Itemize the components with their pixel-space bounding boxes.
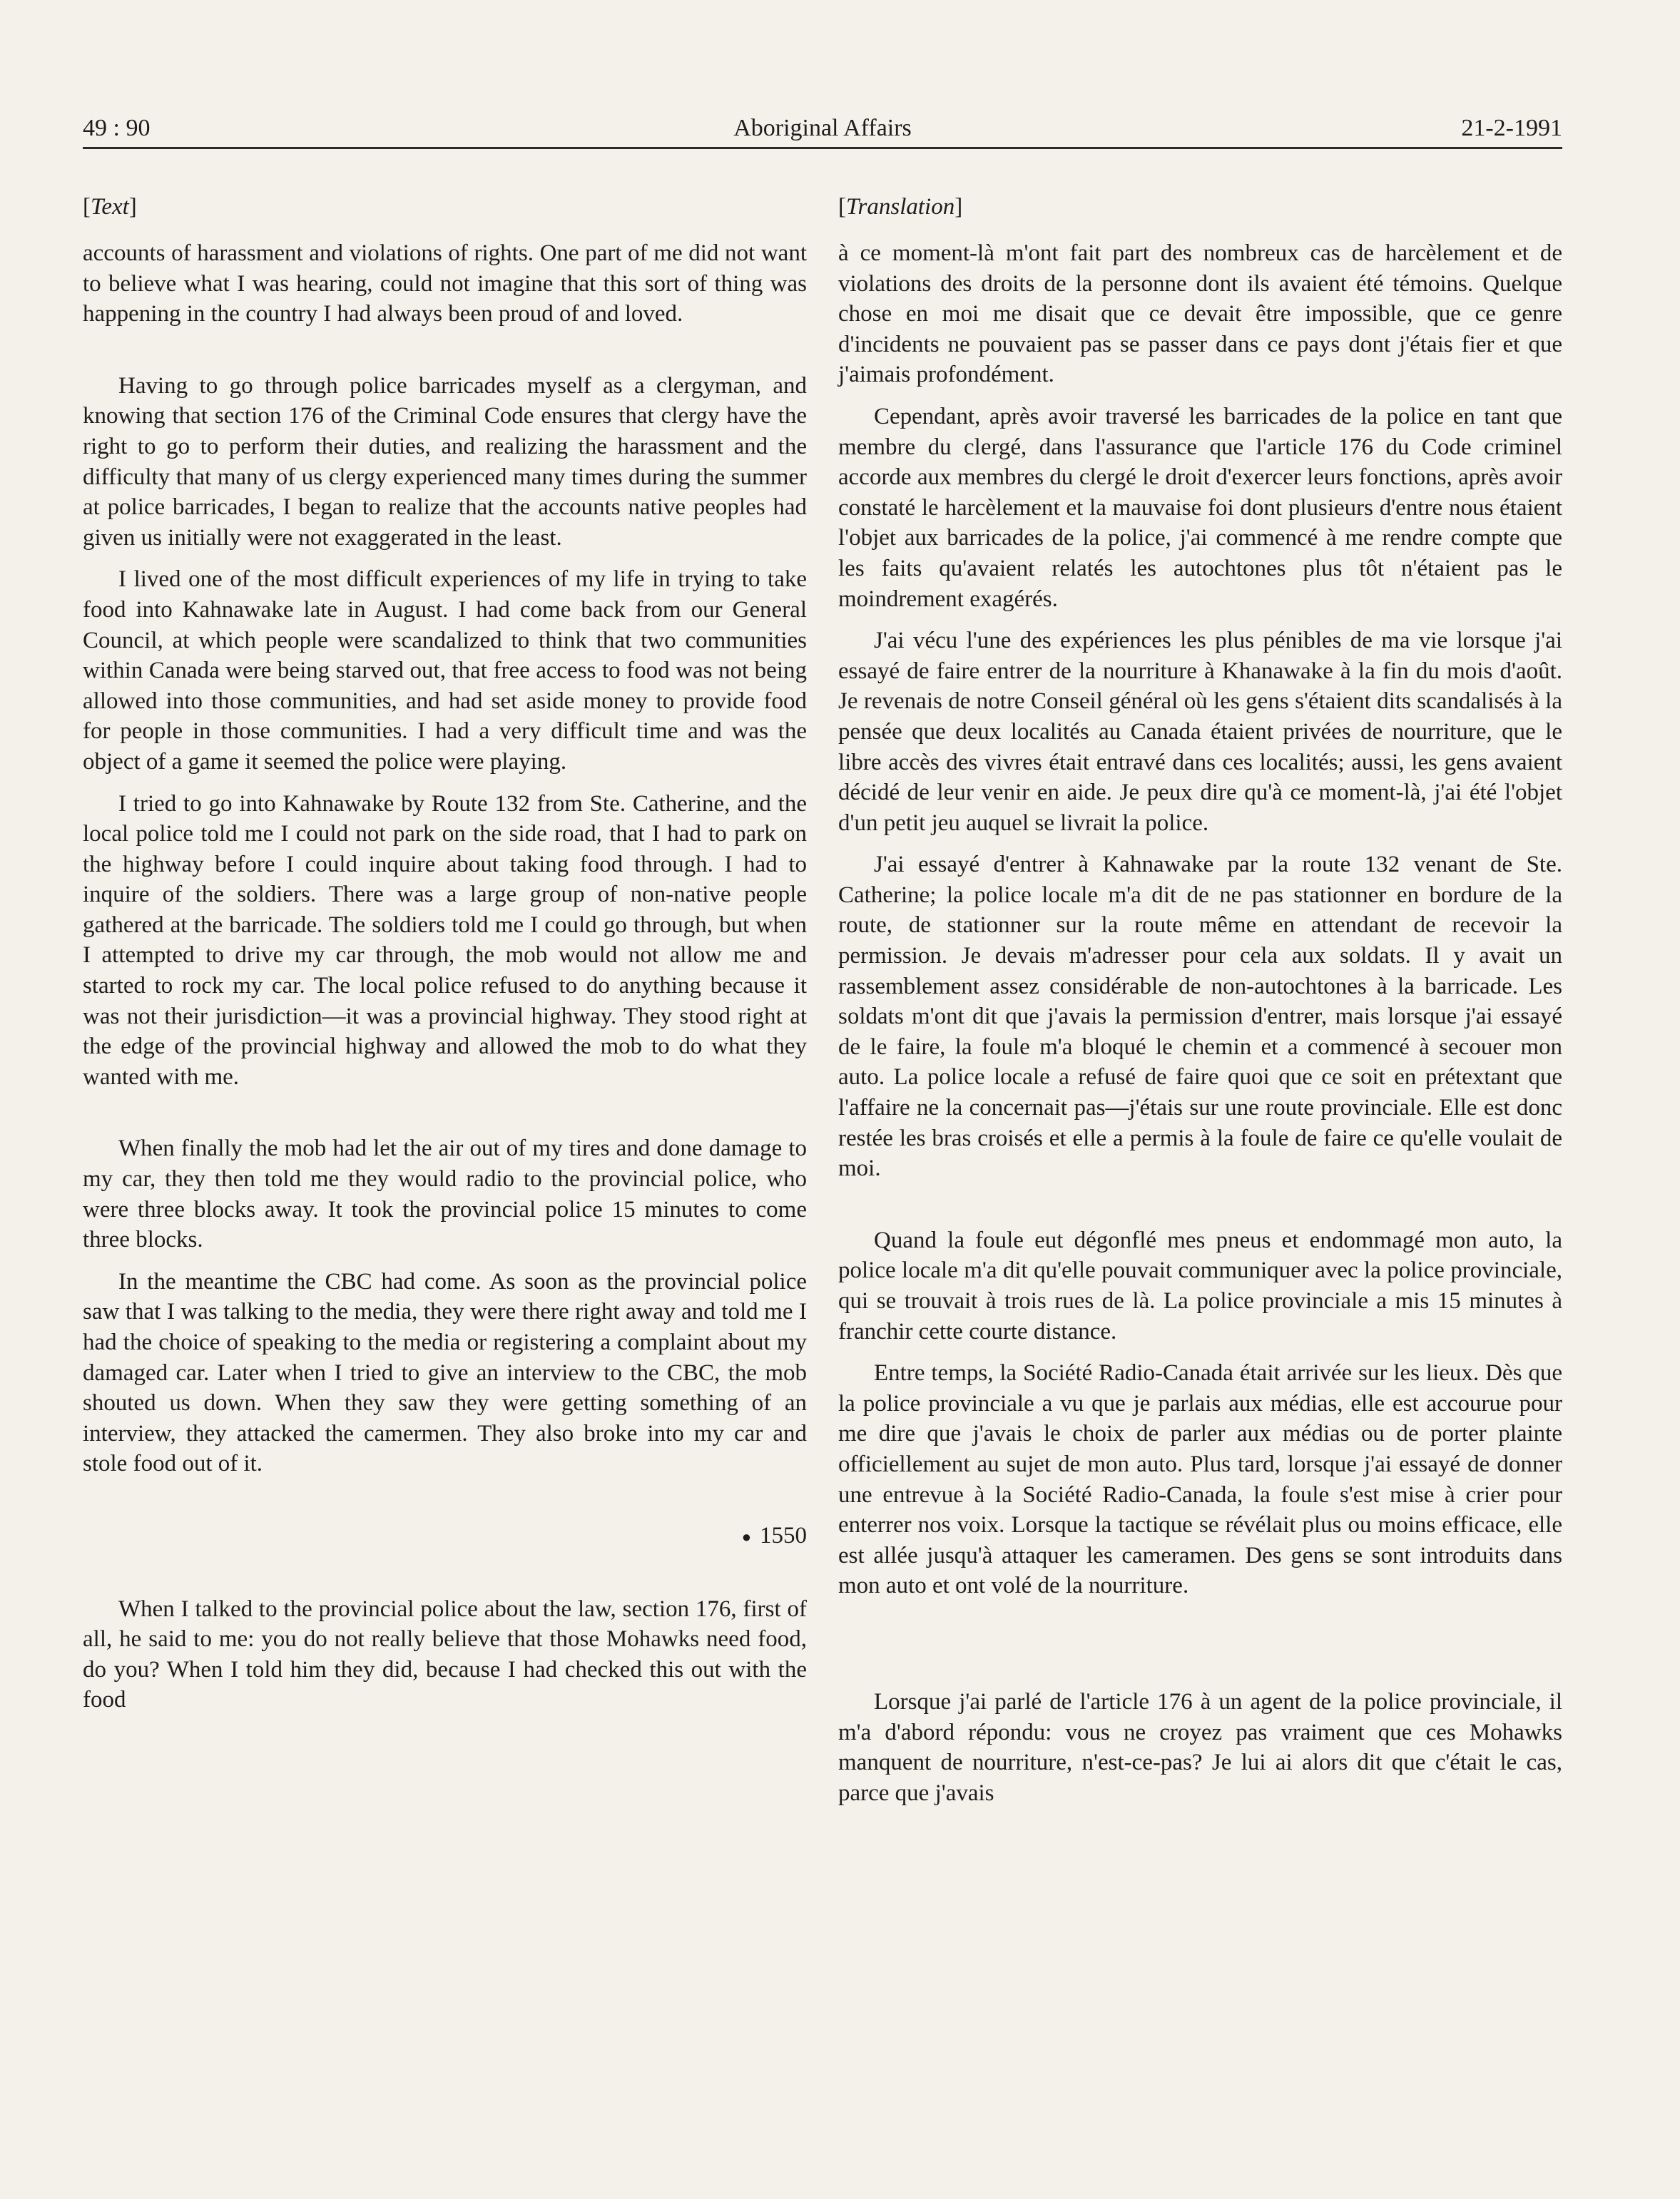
paragraph: Having to go through police barricades myself as a clergyman, and knowing that section 176 of the Criminal Code ensures that clergy have the right to go to perform their duties, and realizing the harassment and the difficulty that many of us clergy experienced many times during the summer at police barricades, I began to realize that the accounts native peoples had given us initially were not exaggerated in the least. <box>83 372 807 551</box>
column-label-translation: [Translation] <box>838 194 963 220</box>
paragraph: When I talked to the provincial police about the law, section 176, first of all, he said to me: you do not really believe that those Mohawks need food, do you? When I told him they did, because I had checked this out with the food <box>83 1596 807 1713</box>
paragraph: I lived one of the most difficult experiences of my life in trying to take food into Kahnawake late in August. I had come back from our General Council, at which people were scandalized to think that two communities within Canada were being starved out, that free access to food was not being allowed into those communities, and had set aside money to provide food for people in those communities. I had a very difficult time and was the object of a game it seemed the police were playing. <box>83 566 807 775</box>
committee-title: Aboriginal Affairs <box>733 115 912 141</box>
paragraph: Quand la foule eut dégonflé mes pneus et endommagé mon auto, la police locale m'a dit qu'elle pouvait communiquer avec la police provinciale, qui se trouvait à trois rues de là. La police provinciale a mis 15 minutes à franchir cette courte distance. <box>838 1227 1562 1345</box>
translation-column <box>838 193 1562 1808</box>
paragraph: When finally the mob had let the air out of my tires and done damage to my car, they then told me they would radio to the provincial police, who were three blocks away. It took the provincial police 15 minutes to come three blocks. <box>83 1136 807 1253</box>
paragraph: Entre temps, la Société Radio-Canada était arrivée sur les lieux. Dès que la police provinciale a vu que je parlais aux médias, elle est accourue pour me dire que j'avais le choix de parler aux médias ou de porter plainte officiellement au sujet de mon auto. Plus tard, lorsque j'ai essayé de donner une entrevue à la Société Radio-Canada, la foule s'est mise à crier pour enterrer nos voix. Lorsque la tactique se révélait plus ou moins efficace, elle est allée jusqu'à attaquer les cameramen. Des gens se sont introduits dans mon auto et ont volé de la nourriture. <box>838 1360 1562 1599</box>
paragraph: In the meantime the CBC had come. As soon as the provincial police saw that I was talking to the media, they were there right away and told me I had the choice of speaking to the media or registering a complaint about my damaged car. Later when I tried to give an interview to the CBC, the mob shouted us down. When they saw they were getting something of an interview, they attacked the camermen. They also broke into my car and stole food out of it. <box>83 1268 807 1477</box>
paragraph: Lorsque j'ai parlé de l'article 176 à un agent de la police provinciale, il m'a d'abord répondu: vous ne croyez pas vraiment que ces Mohawks manquent de nourriture, n'est-ce-pas? Je lui ai alors dit que c'était le cas, parce que j'avais <box>838 1688 1562 1806</box>
sitting-date: 21-2-1991 <box>1461 115 1562 141</box>
page-header <box>83 107 1562 149</box>
paragraph: I tried to go into Kahnawake by Route 132 from Ste. Catherine, and the local police told me I could not park on the side road, that I had to park on the highway before I could inquire about taking food through. I had to inquire of the soldiers. There was a large group of non-native people gathered at the barricade. The soldiers told me I could go through, but when I attempted to drive my car through, the mob would not allow me and started to rock my car. The local police refused to do anything because it was not their jurisdiction—it was a provincial highway. They stood right at the edge of the provincial highway and allowed the mob to do what they wanted with me. <box>83 790 807 1090</box>
column-label-text: [Text] <box>83 194 137 220</box>
paragraph: J'ai vécu l'une des expériences les plus pénibles de ma vie lorsque j'ai essayé de faire entrer de la nourriture à Khanawake à la fin du mois d'août. Je revenais de notre Conseil général où les gens s'étaient dits scandalisés à la pensée que deux localités au Canada étaient privées de nourriture, que le libre accès des vivres était entravé dans ces localités; aussi, les gens avaient décidé de leur venir en aide. Je peux dire qu'à ce moment-là, j'ai été l'objet d'un petit jeu auquel se livrait la police. <box>838 628 1562 836</box>
paragraph: accounts of harassment and violations of rights. One part of me did not want to believe what I was hearing, could not imagine that this sort of thing was happening in the country I had always been proud of and loved. <box>83 240 807 327</box>
translation-body <box>838 238 1562 1808</box>
time-marker: ● 1550 <box>741 1522 807 1549</box>
bullet-icon: ● <box>741 1528 751 1546</box>
page-reference: 49 : 90 <box>83 115 151 141</box>
paragraph: J'ai essayé d'entrer à Kahnawake par la route 132 venant de Ste. Catherine; la police locale m'a dit de ne pas stationner en bordure de la route, de stationner sur la route même en attendant de recevoir la permission. Je devais m'adresser pour cela aux soldats. Il y avait un rassemblement assez considérable de non-autochtones à la barricade. Les soldats m'ont dit que j'avais la permission d'entrer, mais lorsque j'ai essayé de le faire, la foule m'a bloqué le chemin et a commencé à secouer mon auto. La police locale a refusé de faire quoi que ce soit en prétextant que l'affaire ne la concernait pas—j'étais sur une route provinciale. Elle est donc restée les bras croisés et elle a permis à la foule de faire ce qu'elle voulait de moi. <box>838 852 1562 1182</box>
paragraph: à ce moment-là m'ont fait part des nombreux cas de harcèlement et de violations des droits de la personne dont ils avaient été témoins. Quelque chose en moi me disait que ce devait être impossible, que ce genre d'incidents ne pouvaient pas se passer dans ce pays dont j'étais fier et que j'aimais profondément. <box>838 240 1562 388</box>
paragraph: Cependant, après avoir traversé les barricades de la police en tant que membre du clergé, dans l'assurance que l'article 176 du Code criminel accorde aux membres du clergé le droit d'exercer leurs fonctions, après avoir constaté le harcèlement et la mauvaise foi dont plusieurs d'entre nous étaient l'objet aux barricades de la police, j'ai commencé à me rendre compte que les faits qu'avaient relatés les autochtones plus tôt n'étaient pas le moindrement exagérés. <box>838 403 1562 612</box>
text-column <box>83 193 807 1715</box>
text-body <box>83 238 807 1715</box>
